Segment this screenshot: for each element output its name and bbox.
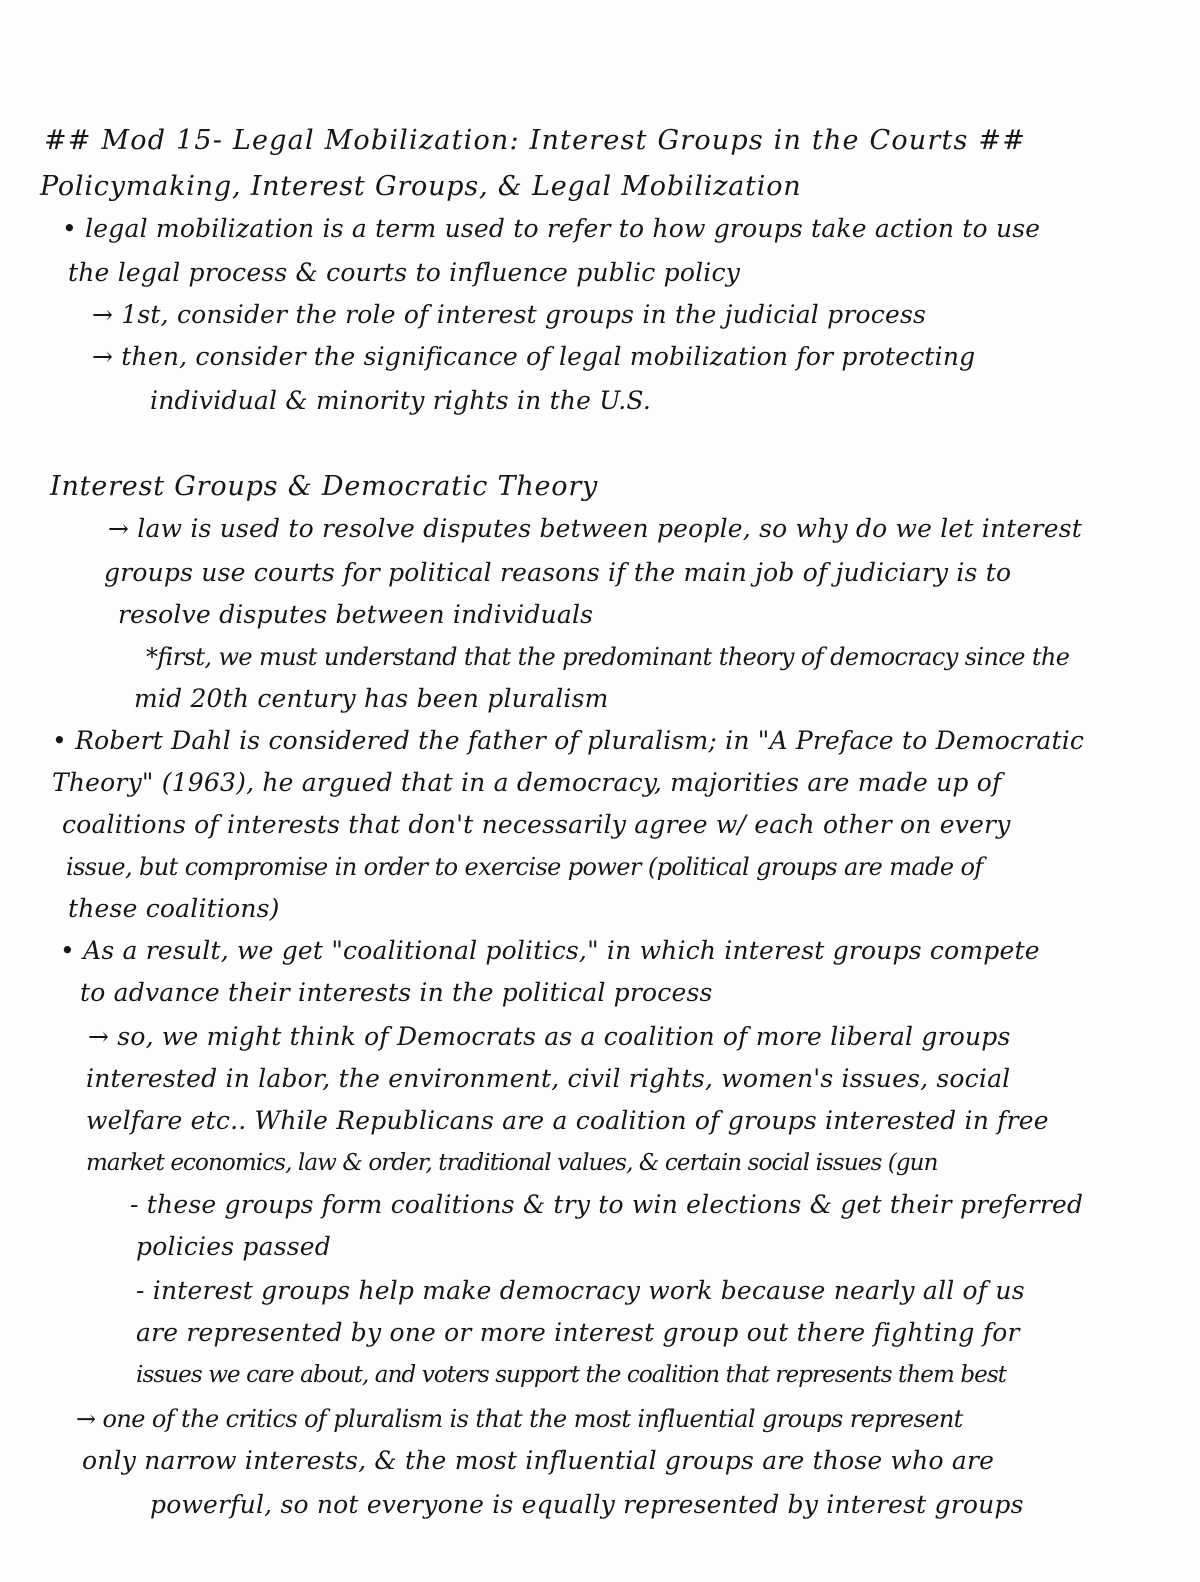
note-title: ## Mod 15- Legal Mobilization: Interest Groups in the Courts ##: [44, 125, 1027, 156]
section-heading-policymaking: Policymaking, Interest Groups, & Legal Mobilization: [40, 171, 802, 202]
note-line: issues we care about, and voters support the coalition that represents them best: [136, 1362, 1007, 1388]
note-line: resolve disputes between individuals: [118, 600, 594, 629]
note-line: *first, we must understand that the predominant theory of democracy since the: [146, 643, 1070, 671]
note-line: welfare etc.. While Republicans are a coalition of groups interested in free: [86, 1106, 1049, 1135]
note-line: - these groups form coalitions & try to win elections & get their preferred: [130, 1190, 1084, 1219]
note-line: issue, but compromise in order to exercise power (political groups are made of: [66, 853, 983, 881]
note-line: • Robert Dahl is considered the father of pluralism; in "A Preface to Democratic: [52, 726, 1085, 755]
note-line: • As a result, we get "coalitional politics," in which interest groups compete: [60, 936, 1040, 965]
note-line: → then, consider the significance of legal mobilization for protecting: [92, 342, 976, 371]
note-line: coalitions of interests that don't necessarily agree w/ each other on every: [62, 810, 1011, 839]
note-line: Theory" (1963), he argued that in a democracy, majorities are made up of: [52, 768, 1002, 797]
note-line: powerful, so not everyone is equally represented by interest groups: [150, 1490, 1024, 1519]
note-line: • legal mobilization is a term used to refer to how groups take action to use: [62, 214, 1041, 243]
note-line: → so, we might think of Democrats as a coalition of more liberal groups: [88, 1022, 1011, 1051]
note-line: the legal process & courts to influence public policy: [68, 258, 741, 287]
note-line: market economics, law & order, traditional values, & certain social issues (gun: [86, 1150, 938, 1176]
note-line: policies passed: [136, 1232, 331, 1261]
note-line: → 1st, consider the role of interest groups in the judicial process: [92, 300, 927, 329]
note-line: → law is used to resolve disputes between people, so why do we let interest: [108, 514, 1082, 543]
note-line: these coalitions): [68, 894, 280, 923]
note-line: - interest groups help make democracy work because nearly all of us: [136, 1276, 1025, 1305]
note-line: only narrow interests, & the most influential groups are those who are: [82, 1446, 995, 1475]
note-line: groups use courts for political reasons if the main job of judiciary is to: [104, 558, 1012, 587]
note-line: → one of the critics of pluralism is that the most influential groups represent: [76, 1405, 963, 1433]
note-line: mid 20th century has been pluralism: [134, 684, 609, 713]
note-line: are represented by one or more interest group out there fighting for: [136, 1318, 1020, 1347]
section-heading-democratic-theory: Interest Groups & Democratic Theory: [50, 471, 599, 502]
note-line: individual & minority rights in the U.S.: [150, 386, 651, 415]
note-line: interested in labor, the environment, civil rights, women's issues, social: [86, 1064, 1011, 1093]
note-line: to advance their interests in the political process: [80, 978, 713, 1007]
